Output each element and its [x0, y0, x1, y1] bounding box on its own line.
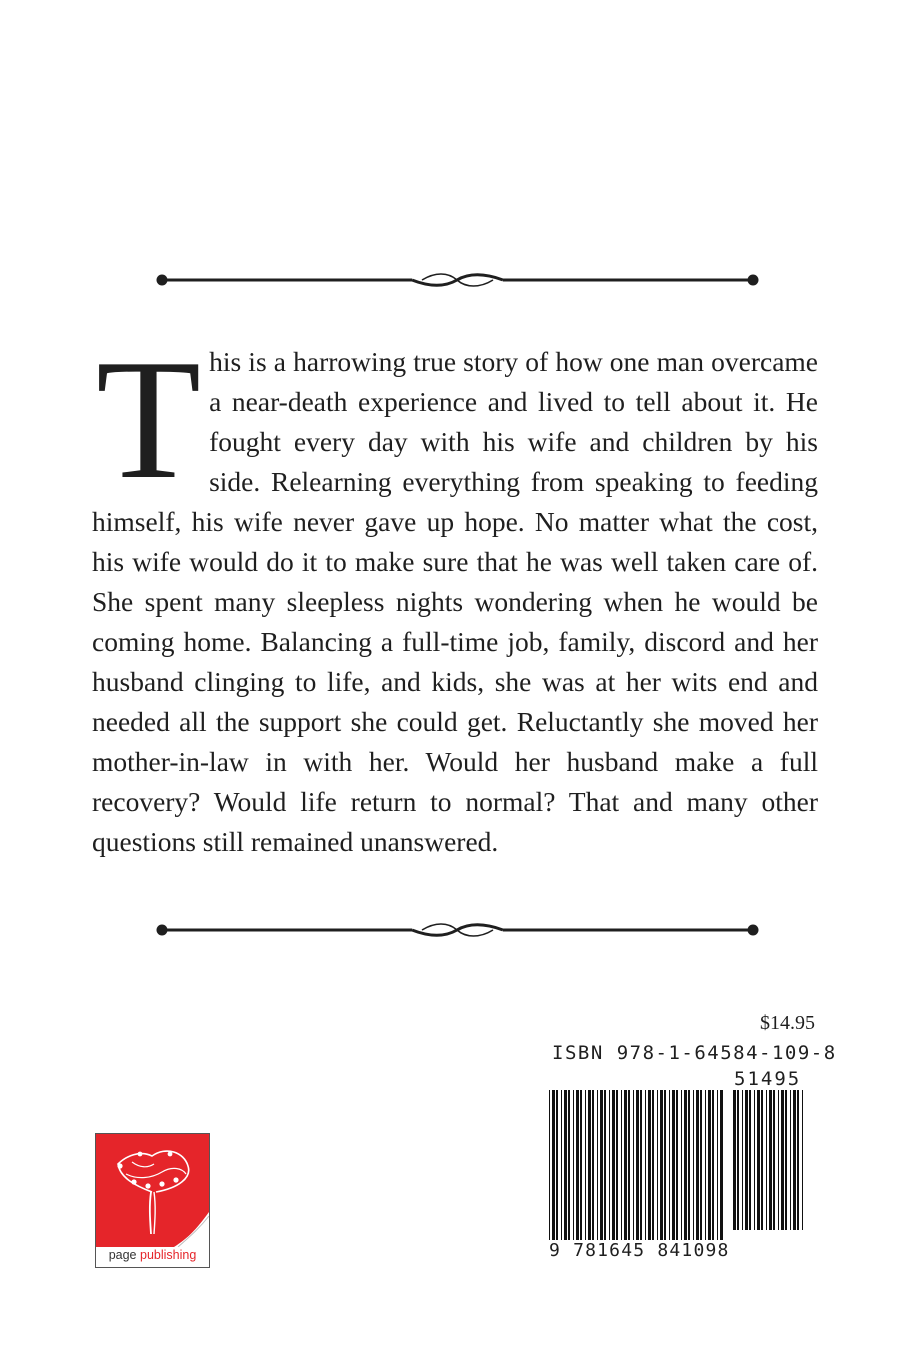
publisher-logo-mark	[96, 1134, 209, 1247]
tree-icon	[96, 1134, 209, 1247]
isbn-label: ISBN 978-1-64584-109-8	[552, 1042, 837, 1064]
price-code: 51495	[734, 1068, 802, 1090]
back-cover-blurb	[92, 325, 818, 862]
top-ornament-divider	[150, 265, 765, 295]
price-label: $14.95	[760, 1012, 815, 1034]
publisher-logo	[95, 1133, 210, 1268]
ean-digits: 9 781645 841098	[549, 1240, 730, 1261]
drop-cap: T	[96, 325, 202, 515]
bottom-ornament-divider	[150, 915, 765, 945]
blurb-text: his is a harrowing true story of how one man overcame a near-death experience and lived to tell about it. He fought every day with his wife and children by his side. Relearning everything from speaking to feeding himself, his wife never gave up hope. No matter what the cost, his wife would do it to make sure that he was well taken care of. She spent many sleepless nights wondering when he would be coming home. Balancing a full-time job, family, discord and her husband clinging to life, and kids, she was at her wits end and needed all the support she could get. Reluctantly she moved her mother-in-law in with her. Would her husband make a full recovery? Would life return to normal? That and many other questions still remained unanswered.	[92, 346, 818, 857]
publisher-name	[96, 1248, 209, 1262]
publisher-name-part1: page	[108, 1248, 137, 1262]
isbn-barcode	[545, 1090, 809, 1240]
publisher-name-part2: publishing	[140, 1248, 197, 1262]
